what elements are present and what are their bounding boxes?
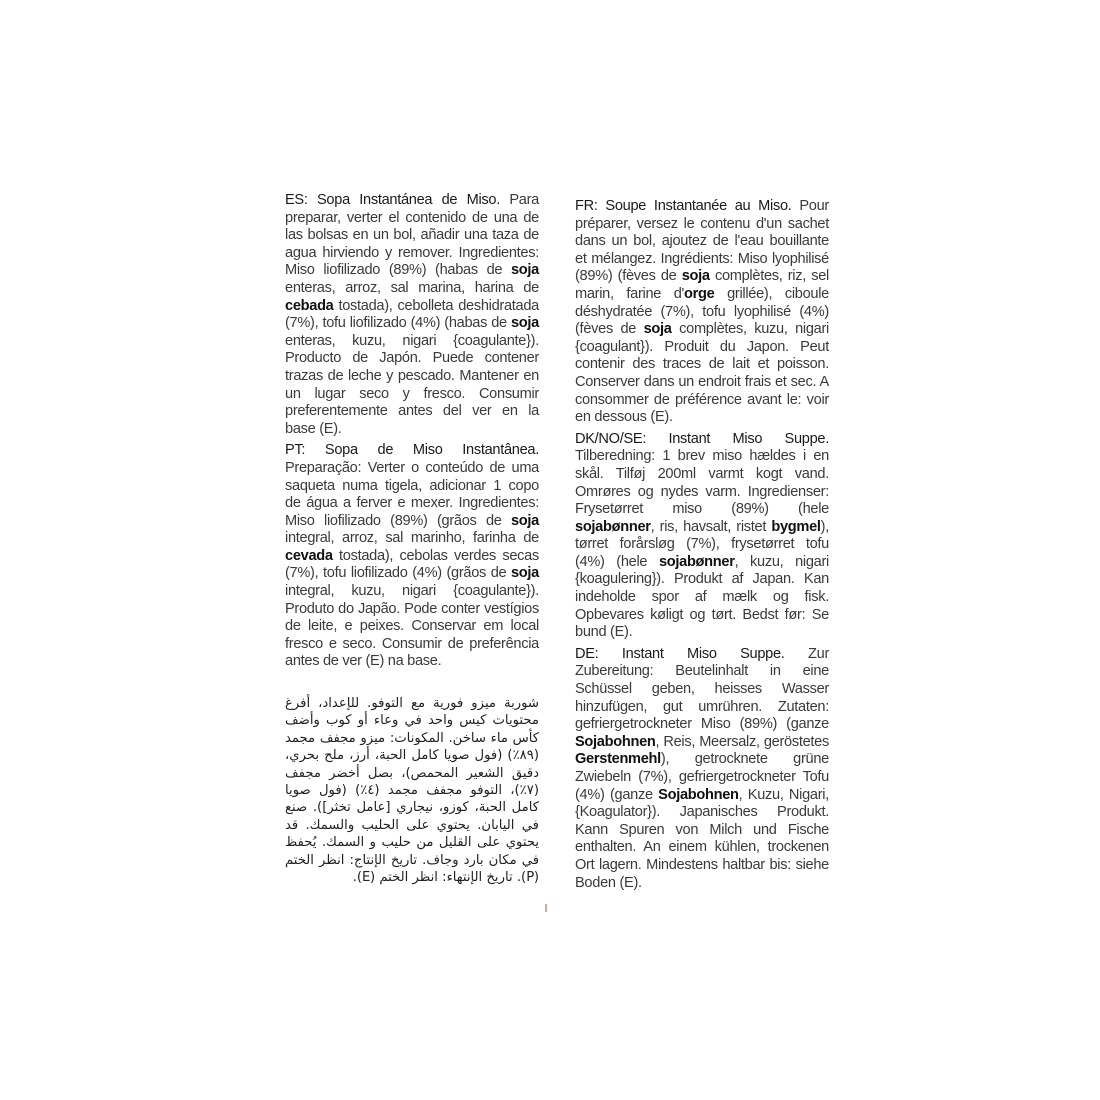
body-text: tostada), cebolleta deshidratada (7%), tofu liofilizado (4%) (habas de [285, 297, 539, 332]
body-text: tostada), cebolas verdes secas (7%), tofu liofilizado (4%) (grãos de [285, 547, 539, 582]
body-text: ), tørret forårsløg (7%), frysetørret tofu (4%) (hele [575, 518, 829, 570]
body-text: grillée), ciboule déshydratée (7%), tofu lyophilisé (4%) (fèves de [575, 285, 830, 338]
body-text: Para preparar, verter el contenido de una de las bolsas en un bol, añadir una taza de agua hirviendo y remover. Ingredientes: Miso liofilizado (89%) (habas de [285, 192, 540, 279]
section-heading: PT: Sopa de Miso Instantânea. [285, 442, 539, 459]
section-heading: DE: Instant Miso Suppe. [575, 645, 785, 662]
body-text: complètes, kuzu, nigari {coagulant}). Produit du Japon. Peut contenir des traces de lait et poisson. Conserver dans un endroit frais et sec. A consommer de préférence avant le: voir en dessous (E). [575, 321, 829, 426]
body-text: integral, kuzu, nigari {coagulante}). Produto do Japão. Pode conter vestígios de leite, e peixes. Conservar em local fresco e seco. Consumir de preferência antes de ver (E) na base. [285, 583, 539, 670]
allergen-text: soja [510, 262, 539, 279]
paragraph-fr [575, 198, 829, 427]
allergen-text: soja [681, 268, 710, 285]
allergen-text: Sojabohnen [575, 733, 656, 750]
allergen-text: sojabønner [658, 553, 735, 570]
body-text: enteras, kuzu, nigari {coagulante}). Producto de Japón. Puede contener trazas de leche y pescado. Mantener en un lugar seco y fresco. Consumir preferentemente antes del ver en la base (E). [285, 332, 539, 437]
body-text: integral, arroz, sal marinho, farinha de [285, 530, 539, 547]
section-heading: ES: Sopa Instantánea de Miso. [285, 192, 500, 208]
paragraph-de [575, 646, 829, 892]
paragraph-dk [575, 431, 829, 642]
allergen-text: Sojabohnen [658, 786, 739, 803]
body-text: , ris, havsalt, ristet [650, 518, 772, 535]
allergen-text: cebada [285, 297, 334, 314]
body-text: ), getrocknete grüne Zwiebeln (7%), gefriergetrockneter Tofu (4%) (ganze [575, 751, 829, 803]
allergen-text: soja [510, 565, 539, 582]
allergen-text: sojabønner [575, 518, 651, 535]
paragraph-ar: شوربة ميزو فورية مع التوفو. للإعداد، أفرغ محتويات كيس واحد في وعاء أو كوب وأضف كأس ماء ساخن. المكونات: ميزو مجفف مجمد (٨٩٪) (فول صويا كامل الحبة، أرز، ملح بحري، دقيق الشعير المحمص)، بصل أخضر مجفف (٧٪)، التوفو مجفف مجمد (٤٪) (فول صويا كامل الحبة، كوزو، نيجاري [عامل تخثر]). صنع في اليابان. يحتوي على الحليب والسمك. قد يحتوي على القليل من حليب و السمك. يُحفظ في مكان بارد وجاف. تاريخ الإنتاج: انظر الختم (P). تاريخ الإنتهاء: انظر الختم (E). [285, 696, 540, 886]
allergen-text: soja [643, 321, 672, 338]
section-heading: DK/NO/SE: Instant Miso Suppe. [575, 430, 829, 447]
allergen-text: soja [510, 512, 539, 529]
body-text: , Kuzu, Nigari, {Koagulator}). Japanisches Produkt. Kann Spuren von Milch und Fische enthalten. An einem kühlen, trockenen Ort lagern. Mindestens haltbar bis: siehe Boden (E). [575, 786, 829, 891]
allergen-text: bygmel [771, 518, 821, 535]
body-text: Zur Zubereitung: Beutelinhalt in eine Schüssel geben, heisses Wasser hinzufügen, gut umrühren. Zutaten: gefriergetrockneter Miso (89%) (ganze [575, 645, 830, 733]
print-mark [545, 904, 547, 912]
left-column [285, 192, 539, 891]
body-text: Pour préparer, versez le contenu d'un sachet dans un bol, ajoutez de l'eau bouillante et mélangez. Ingrédients: Miso lyophilisé (89%) (fèves de [575, 198, 829, 285]
allergen-text: soja [510, 315, 539, 332]
body-text: , Reis, Meersalz, geröstetes [655, 733, 829, 750]
body-text: Preparação: Verter o conteúdo de uma saqueta numa tigela, adicionar 1 copo de água a ferver e mexer. Ingredientes: Miso liofilizado (89%) (grãos de [285, 459, 539, 529]
paragraph-pt [285, 442, 539, 671]
section-heading: FR: Soupe Instantanée au Miso. [575, 198, 792, 214]
allergen-text: Gerstenmehl [575, 751, 661, 768]
allergen-text: orge [684, 285, 715, 302]
body-text: complètes, riz, sel marin, farine d' [575, 268, 829, 302]
paragraph-es [285, 192, 539, 438]
body-text: enteras, arroz, sal marina, harina de [285, 279, 539, 296]
body-text: , kuzu, nigari {koagulering}). Produkt af Japan. Kan indeholde spor af mælk og fisk. Opbevares køligt og tørt. Bedst før: Se bund (E). [575, 553, 829, 641]
body-text: Tilberedning: 1 brev miso hældes i en skål. Tilføj 200ml varmt kogt vand. Omrøres og nydes varm. Ingredienser: Frysetørret miso (89%) (hele [575, 448, 829, 518]
allergen-text: cevada [285, 547, 333, 564]
right-column [575, 198, 829, 896]
ingredient-label [282, 182, 830, 922]
